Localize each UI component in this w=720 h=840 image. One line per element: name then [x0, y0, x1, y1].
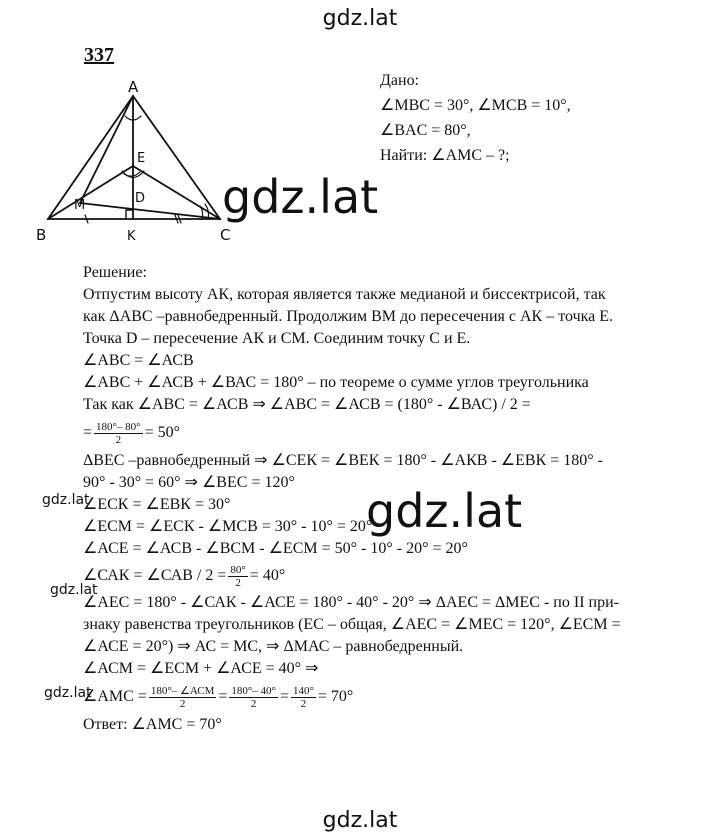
- fraction: [149, 685, 217, 710]
- label-k: K: [127, 229, 136, 244]
- fraction: [228, 564, 247, 589]
- watermark-bottom: gdz.lat: [322, 808, 398, 833]
- fraction: [94, 421, 143, 446]
- watermark-top: gdz.lat: [322, 6, 398, 31]
- solution-line: ∠ЕСК = ∠ЕВК = 30°: [83, 496, 231, 513]
- solution-line: ΔВЕС –равнобедренный ⇒ ∠СЕК = ∠ВЕК = 180° - ∠АКВ - ∠ЕВК = 180° -: [83, 452, 604, 469]
- fraction-numerator: 180°– ∠АСМ: [150, 684, 215, 697]
- text-fragment: =: [83, 424, 93, 441]
- solution-line-fraction: [83, 560, 703, 592]
- fraction-numerator: 140°: [292, 684, 314, 697]
- right-angle-mark: [126, 210, 133, 219]
- text-fragment: = 50°: [144, 424, 181, 441]
- solution-line: 90° - 30° = 60° ⇒ ∠ВЕС = 120°: [83, 474, 295, 491]
- solution-line: ∠АСЕ = ∠АСВ - ∠ВСМ - ∠ЕСМ = 50° - 10° - 20° = 20°: [83, 540, 468, 557]
- fraction-numerator: 180°– 80°: [96, 420, 141, 433]
- solution-line-fraction: [83, 680, 703, 714]
- solution-line: Так как ∠АВС = ∠АСВ ⇒ ∠АВС = ∠АСВ = (180° - ∠ВАС) / 2 =: [83, 396, 531, 413]
- given-line: ∠BAC = 80°,: [380, 122, 471, 139]
- find-line: Найти: ∠AMC – ?;: [380, 147, 510, 164]
- problem-number: 337: [84, 44, 114, 66]
- label-m: M: [74, 198, 86, 213]
- text-fragment: = 70°: [317, 688, 354, 705]
- triangle-figure: [30, 78, 240, 258]
- solution-line-fraction: [83, 416, 703, 450]
- label-e: E: [137, 151, 146, 166]
- fraction-numerator: 180°– 40°: [231, 684, 276, 697]
- text-fragment: ∠САК = ∠САВ / 2 =: [83, 567, 227, 584]
- watermark-small: gdz.lat: [44, 685, 92, 701]
- label-d: D: [135, 191, 146, 206]
- answer-line: Ответ: ∠АМС = 70°: [83, 716, 222, 733]
- watermark-small: gdz.lat: [50, 582, 98, 598]
- solution-line: ∠АСЕ = 20°) ⇒ АС = МС, ⇒ ΔМАС – равнобедренный.: [83, 638, 464, 655]
- label-c: C: [220, 226, 231, 244]
- solution-line: Отпустим высоту АК, которая является также медианой и биссектрисой, так: [83, 286, 606, 303]
- fraction: [291, 685, 316, 710]
- fraction-denominator: 2: [115, 433, 122, 446]
- text-fragment: = 40°: [249, 567, 286, 584]
- solution-line: ∠АВС = ∠АСВ: [83, 352, 194, 369]
- label-b: B: [36, 226, 47, 244]
- text-fragment: ∠АМС =: [83, 688, 147, 705]
- given-line: ∠MBC = 30°, ∠MCB = 10°,: [380, 97, 571, 114]
- fraction-denominator: 2: [235, 576, 241, 589]
- solution-line: как ΔАВС –равнобедренный. Продолжим ВМ до пересечения с АК – точка Е.: [83, 308, 614, 325]
- fraction-numerator: 80°: [230, 563, 246, 576]
- segment-be: [48, 166, 133, 219]
- given-title: Дано:: [380, 72, 420, 89]
- watermark-small: gdz.lat: [42, 492, 90, 508]
- solution-line: знаку равенства треугольников (ЕС – общая, ∠АЕС = ∠МЕС = 120°, ∠ЕСМ =: [83, 616, 621, 633]
- label-a: A: [128, 78, 139, 96]
- watermark-large: gdz.lat: [366, 484, 523, 538]
- fraction: [229, 685, 278, 710]
- given-block: [380, 68, 571, 168]
- watermark-large: gdz.lat: [222, 170, 379, 224]
- text-fragment: =: [218, 688, 228, 705]
- fraction-denominator: 2: [300, 697, 307, 710]
- fraction-denominator: 2: [250, 697, 257, 710]
- solution-line: ∠АВС + ∠АСВ + ∠ВАС = 180° – по теореме о сумме углов треугольника: [83, 374, 589, 391]
- segment-am: [80, 96, 133, 203]
- text-fragment: =: [279, 688, 289, 705]
- solution-line: ∠ЕСМ = ∠ЕСК - ∠МСВ = 30° - 10° = 20°: [83, 518, 373, 535]
- solution-line: ∠АСМ = ∠ЕСМ + ∠АСЕ = 40° ⇒: [83, 660, 319, 677]
- solution-line: ∠АЕС = 180° - ∠САК - ∠АСЕ = 180° - 40° - 20° ⇒ ΔАЕС = ΔМЕС - по II при-: [83, 594, 619, 611]
- solution-line: Точка D – пересечение АК и СМ. Соединим точку С и Е.: [83, 330, 471, 347]
- solution-title: Решение:: [83, 264, 147, 281]
- fraction-denominator: 2: [179, 697, 186, 710]
